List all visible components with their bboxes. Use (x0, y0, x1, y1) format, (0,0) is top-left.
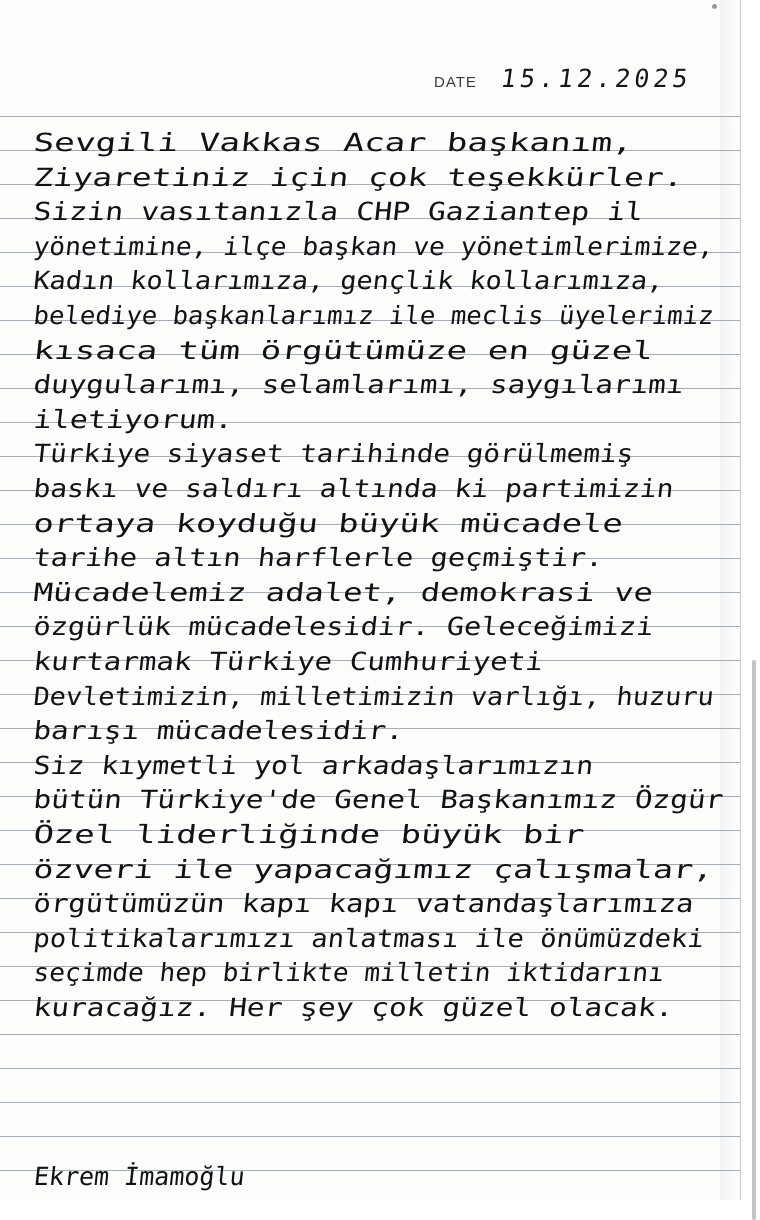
date-label: DATE (434, 74, 477, 91)
letter-line: Siz kıymetli yol arkadaşlarımızın (32, 750, 595, 780)
letter-line: Mücadelemiz adalet, demokrasi ve (32, 577, 655, 607)
signature: Ekrem İmamoğlu (32, 1162, 247, 1191)
letter-line: Türkiye siyaset tarihinde görülmemiş (32, 439, 635, 469)
letter-line: belediye başkanlarımız ile meclis üyelerimiz (32, 301, 716, 330)
letter-line: Sizin vasıtanızla CHP Gaziantep il (32, 197, 645, 227)
letter-line: özveri ile yapacağımız çalışmalar, (32, 854, 715, 884)
letter-line: Sevgili Vakkas Acar başkanım, (32, 128, 635, 157)
letter-line: kurtarmak Türkiye Cumhuriyeti (32, 647, 545, 676)
letter-line: ortaya koyduğu büyük mücadele (32, 508, 625, 538)
letter-line: kısaca tüm örgütümüze en güzel (32, 335, 655, 365)
letter-line: barışı mücadelesidir. (32, 716, 406, 746)
letter-line: duygularımı, selamlarımı, saygılarımı (32, 370, 686, 400)
date-value: 15.12.2025 (498, 64, 694, 93)
letter-line: iletiyorum. (32, 404, 235, 434)
letter-line: yönetimine, ilçe başkan ve yönetimlerimize, (32, 231, 716, 261)
letter-line: tarihe altın harflerle geçmiştir. (32, 543, 605, 573)
letter-line: politikalarımızı anlatması ile önümüzdeki (32, 923, 706, 953)
letter-line: örgütümüzün kapı kapı vatandaşlarımıza (32, 889, 696, 919)
letter-line: seçimde hep birlikte milletin iktidarını (32, 958, 666, 988)
letter-line: Ziyaretiniz için çok teşekkürler. (32, 162, 685, 192)
letter-line: Kadın kollarımıza, gençlik kollarımıza, (32, 266, 666, 296)
letter-line: özgürlük mücadelesidir. Geleceğimizi (32, 612, 656, 642)
letter-line: kuracağız. Her şey çok güzel olacak. (32, 993, 676, 1022)
letter-line: bütün Türkiye'de Genel Başkanımız Özgür (32, 785, 725, 815)
letter-line: baskı ve saldırı altında ki partimizin (32, 474, 676, 503)
letter-line: Devletimizin, milletimizin varlığı, huzuru (32, 681, 716, 711)
scrollbar[interactable] (752, 660, 756, 1220)
letter-line: Özel liderliğinde büyük bir (32, 820, 586, 849)
